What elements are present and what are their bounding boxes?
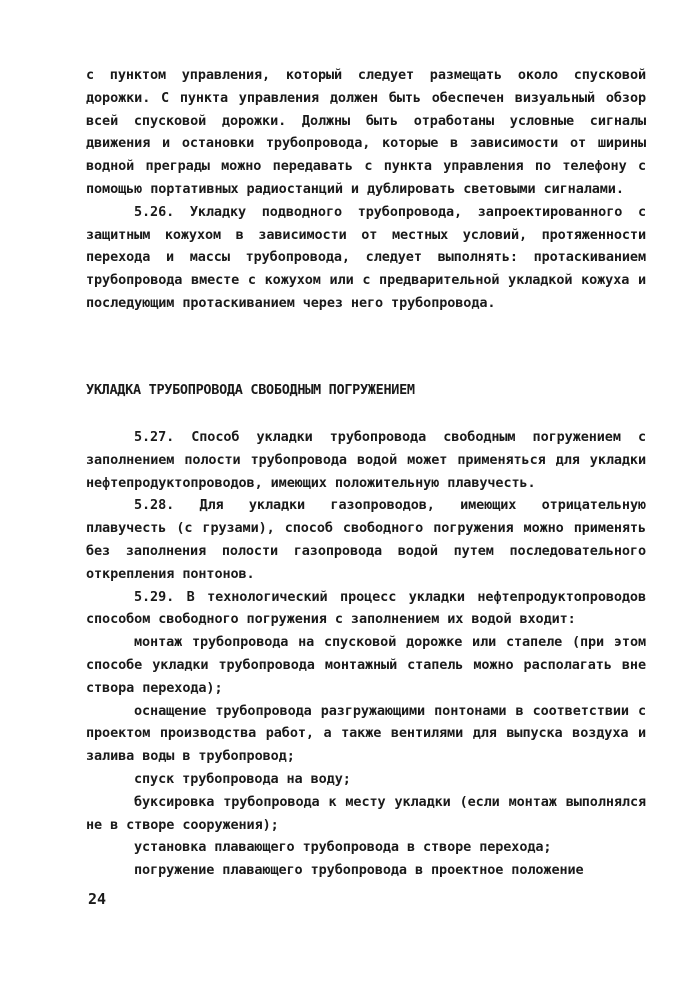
paragraph-5-26: 5.26. Укладку подводного трубопровода, запроектированного с защитным кожухом в зависимости от местных условий, протяженности перехода и массы трубопровода, следует выполнять: протаскиванием трубопровода вместе с кожухом или с предварительной укладкой кожуха и последующим протаскиванием через него трубопровода. xyxy=(86,203,646,311)
list-item: монтаж трубопровода на спусковой дорожке или стапеле (при этом способе укладки трубопровода монтажный стапель можно располагать вне створа перехода); xyxy=(86,634,646,696)
list-item: спуск трубопровода на воду; xyxy=(134,770,351,787)
paragraph-intro: с пунктом управления, который следует размещать около спусковой дорожки. С пункта управления должен быть обеспечен визуальный обзор всей спусковой дорожки. Должны быть отработаны условные сигналы движения и остановки трубопровода, которые в зависимости от ширины водной преграды можно передавать с пункта управления по телефону с помощью портативных радиостанций и дублировать световыми сигналами. xyxy=(86,67,646,197)
section-heading: УКЛАДКА ТРУБОПРОВОДА СВОБОДНЫМ ПОГРУЖЕНИЕМ xyxy=(86,382,415,398)
list-item: погружение плавающего трубопровода в проектное положение xyxy=(134,862,584,879)
text-block-top xyxy=(86,64,646,315)
paragraph-5-27: 5.27. Способ укладки трубопровода свободным погружением с заполнением полости трубопровода водой может применяться для укладки нефтепродуктопроводов, имеющих положительную плавучесть. xyxy=(86,429,646,491)
text-block-bottom xyxy=(86,426,646,882)
list-item: оснащение трубопровода разгружающими понтонами в соответствии с проектом производства работ, а также вентилями для выпуска воздуха и залива воды в трубопровод; xyxy=(86,702,646,765)
paragraph-5-29: 5.29. В технологический процесс укладки нефтепродуктопроводов способом свободного погружения с заполнением их водой входит: xyxy=(86,588,646,628)
list-item: установка плавающего трубопровода в створе перехода; xyxy=(134,839,552,856)
list-item: буксировка трубопровода к месту укладки (если монтаж выполнялся не в створе сооружения); xyxy=(86,793,646,833)
page-number: 24 xyxy=(88,890,107,908)
paragraph-5-28: 5.28. Для укладки газопроводов, имеющих отрицательную плавучесть (с грузами), способ свободного погружения можно применять без заполнения полости газопровода водой путем последовательного открепления понтонов. xyxy=(86,497,646,582)
